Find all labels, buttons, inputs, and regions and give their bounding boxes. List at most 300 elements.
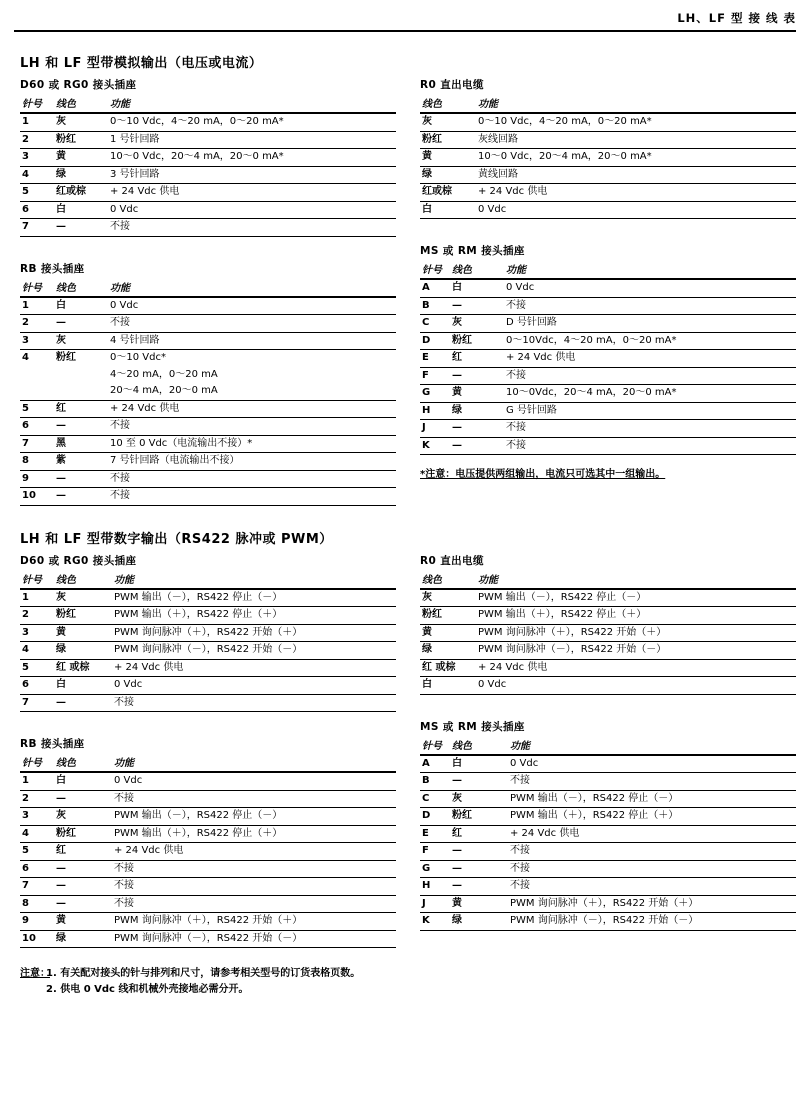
table-row (20, 878, 396, 896)
table-r0-digital (420, 570, 796, 695)
table-row (420, 279, 796, 297)
col-header-color: 线色 (54, 753, 112, 772)
cell-color: — (54, 878, 112, 896)
cell-color: 粉红 (54, 131, 108, 149)
table-row (420, 790, 796, 808)
digital-right-column (420, 553, 796, 953)
table-row (420, 297, 796, 315)
cell-color: — (54, 470, 108, 488)
cell-color: 粉红 (54, 825, 112, 843)
cell-function: PWM 询问脉冲（＋），RS422 开始（＋） (112, 624, 396, 642)
table-d60-digital (20, 570, 396, 713)
cell-function: + 24 Vdc 供电 (112, 843, 396, 861)
cell-pin: 7 (20, 435, 54, 453)
cell-color: — (450, 843, 508, 861)
cell-color: 绿 (420, 166, 476, 184)
page-footnotes (20, 966, 796, 998)
table-row (420, 843, 796, 861)
cell-pin: E (420, 350, 450, 368)
cell-color: 粉红 (420, 607, 476, 625)
table-row (20, 589, 396, 607)
col-header-color: 线色 (450, 736, 508, 755)
cell-function: 不接 (508, 843, 796, 861)
cell-function: PWM 输出（＋），RS422 停止（＋） (508, 808, 796, 826)
cell-pin: 6 (20, 201, 54, 219)
cell-pin: H (420, 878, 450, 896)
table-row (20, 607, 396, 625)
cell-color: — (450, 420, 504, 438)
cell-pin: 7 (20, 694, 54, 712)
table-row (20, 624, 396, 642)
cell-pin: J (420, 420, 450, 438)
cell-pin: 8 (20, 895, 54, 913)
table-row (20, 435, 396, 453)
cell-function: 0 Vdc (508, 755, 796, 773)
table-row (20, 332, 396, 350)
cell-function: PWM 输出（＋），RS422 停止（＋） (112, 825, 396, 843)
cell-function: 0～10 Vdc，4～20 mA，0～20 mA* (476, 113, 796, 131)
cell-function: PWM 询问脉冲（－），RS422 开始（－） (476, 642, 796, 660)
table-row (420, 878, 796, 896)
table-row (420, 589, 796, 607)
cell-color: 黄 (450, 895, 508, 913)
cell-pin: G (420, 385, 450, 403)
cell-function: 10～0 Vdc，20～4 mA，20～0 mA* (476, 149, 796, 167)
cell-color: 红或棕 (420, 184, 476, 202)
cell-function: PWM 输出（－），RS422 停止（－） (476, 589, 796, 607)
cell-function: 不接 (108, 315, 396, 333)
cell-function: PWM 输出（－），RS422 停止（－） (112, 808, 396, 826)
cell-pin: 5 (20, 400, 54, 418)
cell-color: 灰 (54, 589, 112, 607)
table-row (20, 677, 396, 695)
table-row (420, 773, 796, 791)
cell-pin: 3 (20, 332, 54, 350)
cell-function: 不接 (504, 420, 796, 438)
table-block-rb-digital (20, 736, 396, 948)
col-header-pin: 针号 (20, 570, 54, 589)
table-title-d60-digital: D60 或 RG0 接头插座 (20, 554, 137, 567)
table-row (20, 772, 396, 790)
table-row (420, 350, 796, 368)
cell-pin: 4 (20, 642, 54, 660)
cell-color: 灰 (54, 808, 112, 826)
footnote-item: 2. 供电 0 Vdc 线和机械外壳接地必需分开。 (46, 984, 249, 995)
cell-color: — (450, 297, 504, 315)
table-row (420, 642, 796, 660)
section-digital-columns (0, 553, 810, 953)
col-header-function: 功能 (508, 736, 796, 755)
page-header (0, 0, 810, 34)
cell-function: 0 Vdc (112, 772, 396, 790)
cell-pin: 4 (20, 166, 54, 184)
cell-pin (20, 383, 54, 400)
table-row (20, 694, 396, 712)
cell-function: 4 号针回路 (108, 332, 396, 350)
table-rb-analog (20, 278, 396, 506)
cell-color: — (54, 315, 108, 333)
table-row (20, 453, 396, 471)
cell-pin: F (420, 843, 450, 861)
col-header-function: 功能 (476, 570, 796, 589)
col-header-function: 功能 (504, 260, 796, 279)
table-row (20, 297, 396, 315)
cell-pin: 3 (20, 624, 54, 642)
cell-pin: 6 (20, 418, 54, 436)
cell-pin (20, 367, 54, 384)
cell-color: 灰 (450, 315, 504, 333)
table-row (20, 383, 396, 400)
table-block-d60-digital (20, 553, 396, 713)
table-row (420, 113, 796, 131)
cell-pin: H (420, 402, 450, 420)
col-header-pin: 针号 (20, 753, 54, 772)
cell-color: 绿 (450, 402, 504, 420)
cell-pin: 7 (20, 219, 54, 237)
cell-function: 黄线回路 (476, 166, 796, 184)
table-row (420, 201, 796, 219)
cell-pin: 1 (20, 113, 54, 131)
table-header-row (420, 570, 796, 589)
cell-pin: 10 (20, 488, 54, 506)
cell-color: 粉红 (56, 352, 76, 363)
cell-pin: 3 (20, 808, 54, 826)
cell-function: + 24 Vdc 供电 (476, 659, 796, 677)
cell-color: 红 或棕 (420, 659, 476, 677)
cell-function: 不接 (112, 860, 396, 878)
cell-color: 红 (54, 843, 112, 861)
table-header-row (20, 753, 396, 772)
cell-color: — (54, 219, 108, 237)
table-block-d60-analog (20, 77, 396, 237)
col-header-pin: 针号 (20, 94, 54, 113)
table-row (420, 895, 796, 913)
col-header-pin: 针号 (420, 260, 450, 279)
cell-function: 不接 (504, 297, 796, 315)
section-title-analog: LH 和 LF 型带模拟输出（电压或电流） (20, 56, 263, 71)
table-header-row (20, 278, 396, 297)
table-row (420, 420, 796, 438)
table-block-ms-analog (420, 243, 796, 455)
cell-color: 绿 (54, 642, 112, 660)
cell-pin: 1 (20, 297, 54, 315)
cell-pin: 7 (20, 878, 54, 896)
cell-color: 绿 (450, 913, 508, 931)
table-header-row (20, 94, 396, 113)
col-header-function: 功能 (112, 753, 396, 772)
cell-function: PWM 输出（－），RS422 停止（－） (112, 589, 396, 607)
table-r0-analog (420, 94, 796, 219)
table-row (420, 131, 796, 149)
cell-function: 1 号针回路 (108, 131, 396, 149)
cell-color (54, 367, 108, 384)
table-header-row (420, 736, 796, 755)
cell-pin: C (420, 315, 450, 333)
table-title-ms-analog: MS 或 RM 接头插座 (420, 245, 525, 257)
cell-color: 粉红 (54, 607, 112, 625)
table-row (20, 315, 396, 333)
cell-pin: C (420, 790, 450, 808)
cell-function: PWM 询问脉冲（＋），RS422 开始（＋） (476, 624, 796, 642)
cell-pin: J (420, 895, 450, 913)
table-title-r0-digital: R0 直出电缆 (420, 554, 484, 567)
col-header-pin: 针号 (20, 278, 54, 297)
col-header-color: 线色 (54, 570, 112, 589)
table-row (20, 400, 396, 418)
table-row (420, 913, 796, 931)
cell-pin: 9 (20, 913, 54, 931)
cell-pin: D (420, 808, 450, 826)
cell-function: 7 号针回路（电流输出不接） (108, 453, 396, 471)
cell-function: PWM 询问脉冲（－），RS422 开始（－） (508, 913, 796, 931)
cell-color: 黄 (54, 913, 112, 931)
digital-left-column (20, 553, 396, 953)
cell-color: — (450, 437, 504, 455)
table-row (20, 149, 396, 167)
col-header-function: 功能 (476, 94, 796, 113)
cell-color: 绿 (420, 642, 476, 660)
cell-function: 0～10 Vdc，4～20 mA，0～20 mA* (108, 113, 396, 131)
table-row (420, 332, 796, 350)
table-ms-analog (420, 260, 796, 455)
cell-function: + 24 Vdc 供电 (504, 350, 796, 368)
cell-pin: 1 (20, 589, 54, 607)
cell-color: — (450, 878, 508, 896)
table-rb-digital (20, 753, 396, 948)
col-header-function: 功能 (108, 278, 396, 297)
table-row (420, 184, 796, 202)
table-row (420, 367, 796, 385)
cell-function: 0 Vdc (108, 201, 396, 219)
cell-pin: 3 (20, 149, 54, 167)
cell-function: 不接 (508, 878, 796, 896)
table-title-rb-analog: RB 接头插座 (20, 262, 85, 275)
cell-color: — (54, 790, 112, 808)
table-row (20, 367, 396, 384)
cell-function: 不接 (108, 488, 396, 506)
cell-color: 白 (450, 755, 508, 773)
col-header-function: 功能 (112, 570, 396, 589)
table-row (420, 149, 796, 167)
table-row (420, 825, 796, 843)
table-row (420, 659, 796, 677)
cell-color: 黄 (54, 149, 108, 167)
table-header-row (420, 260, 796, 279)
cell-pin: 2 (20, 607, 54, 625)
cell-color: 红 或棕 (54, 659, 112, 677)
analog-footnote-star (420, 465, 796, 480)
cell-pin: 4 (22, 352, 29, 363)
analog-footnote-text: *注意：电压提供两组输出，电流只可选其中一组输出。 (420, 469, 666, 480)
table-row (20, 790, 396, 808)
cell-function: 10～0Vdc，20～4 mA，20～0 mA* (504, 385, 796, 403)
cell-function: PWM 询问脉冲（＋），RS422 开始（＋） (508, 895, 796, 913)
cell-function: 不接 (108, 219, 396, 237)
cell-color: 红或棕 (54, 184, 108, 202)
cell-pin: 5 (20, 843, 54, 861)
cell-color: 黄 (420, 624, 476, 642)
table-block-ms-digital (420, 719, 796, 931)
table-title-rb-digital: RB 接头插座 (20, 738, 85, 750)
cell-color: — (450, 367, 504, 385)
cell-color: 灰 (420, 589, 476, 607)
cell-function: + 24 Vdc 供电 (108, 184, 396, 202)
cell-function: 0～10 Vdc* (110, 352, 166, 363)
table-row (20, 895, 396, 913)
cell-color: 白 (420, 201, 476, 219)
cell-color: 黑 (54, 435, 108, 453)
col-header-pin: 针号 (420, 736, 450, 755)
table-title-d60-analog: D60 或 RG0 接头插座 (20, 79, 137, 91)
table-title-r0-analog: R0 直出电缆 (420, 79, 484, 91)
cell-color: 粉红 (420, 131, 476, 149)
cell-color: — (450, 860, 508, 878)
cell-function: 不接 (508, 773, 796, 791)
section-analog-columns (0, 77, 810, 510)
col-header-color: 线色 (54, 94, 108, 113)
cell-function: 0 Vdc (476, 201, 796, 219)
cell-function: + 24 Vdc 供电 (112, 659, 396, 677)
table-row (20, 913, 396, 931)
cell-function: 不接 (112, 895, 396, 913)
cell-pin: B (420, 297, 450, 315)
cell-pin: 6 (20, 860, 54, 878)
cell-function: 20～4 mA，20～0 mA (108, 383, 396, 400)
table-d60-analog (20, 94, 396, 237)
cell-pin: 2 (20, 315, 54, 333)
table-row (20, 201, 396, 219)
cell-color: — (54, 860, 112, 878)
table-row (20, 184, 396, 202)
table-row (20, 418, 396, 436)
cell-color: 白 (54, 772, 112, 790)
table-row (420, 860, 796, 878)
table-block-rb-analog (20, 261, 396, 506)
cell-color: 黄 (54, 624, 112, 642)
cell-function: + 24 Vdc 供电 (508, 825, 796, 843)
table-row (420, 437, 796, 455)
cell-function: 不接 (108, 418, 396, 436)
cell-color: 灰 (420, 113, 476, 131)
table-block-r0-digital (420, 553, 796, 695)
table-row (20, 642, 396, 660)
cell-function: 0 Vdc (108, 297, 396, 315)
cell-color: — (54, 418, 108, 436)
table-row (420, 385, 796, 403)
cell-color: 绿 (54, 930, 112, 948)
cell-function: 0 Vdc (504, 279, 796, 297)
cell-function: 10～0 Vdc，20～4 mA，20～0 mA* (108, 149, 396, 167)
cell-function: 不接 (504, 437, 796, 455)
table-row (20, 659, 396, 677)
footnotes-label: 注意： (20, 968, 50, 979)
cell-pin: E (420, 825, 450, 843)
cell-function: 不接 (112, 878, 396, 896)
cell-color: 灰 (54, 332, 108, 350)
table-row (20, 843, 396, 861)
table-header-row (20, 570, 396, 589)
cell-function: PWM 输出（＋），RS422 停止（＋） (112, 607, 396, 625)
cell-pin: 2 (20, 131, 54, 149)
table-row (20, 825, 396, 843)
cell-color: — (450, 773, 508, 791)
cell-function: 0～10Vdc，4～20 mA，0～20 mA* (504, 332, 796, 350)
cell-function: 不接 (508, 860, 796, 878)
table-row (20, 860, 396, 878)
cell-function: 不接 (108, 470, 396, 488)
table-row (420, 402, 796, 420)
cell-color: — (54, 895, 112, 913)
cell-function: 不接 (504, 367, 796, 385)
table-row (420, 755, 796, 773)
cell-pin: 6 (20, 677, 54, 695)
cell-function: 0 Vdc (476, 677, 796, 695)
table-row (20, 350, 396, 367)
table-header-row (420, 94, 796, 113)
cell-pin: 8 (20, 453, 54, 471)
cell-pin: 9 (20, 470, 54, 488)
cell-pin: 1 (20, 772, 54, 790)
cell-pin: A (420, 279, 450, 297)
cell-function: D 号针回路 (504, 315, 796, 333)
cell-color: 白 (54, 201, 108, 219)
cell-color: 紫 (54, 453, 108, 471)
cell-function: 灰线回路 (476, 131, 796, 149)
cell-color: 白 (54, 677, 112, 695)
cell-function: + 24 Vdc 供电 (476, 184, 796, 202)
cell-color: 黄 (420, 149, 476, 167)
cell-function: 4～20 mA，0～20 mA (110, 368, 218, 380)
cell-function: PWM 询问脉冲（－），RS422 开始（－） (112, 930, 396, 948)
col-header-color: 线色 (54, 278, 108, 297)
cell-color: 粉红 (450, 332, 504, 350)
cell-pin: K (420, 913, 450, 931)
cell-color: — (54, 694, 112, 712)
cell-function: PWM 输出（－），RS422 停止（－） (508, 790, 796, 808)
analog-right-column (420, 77, 796, 510)
section-title-digital: LH 和 LF 型带数字输出（RS422 脉冲或 PWM） (20, 531, 333, 547)
cell-function: 0 Vdc (112, 677, 396, 695)
cell-function: + 24 Vdc 供电 (108, 400, 396, 418)
table-row (420, 607, 796, 625)
cell-pin: 2 (20, 790, 54, 808)
table-ms-digital (420, 736, 796, 931)
table-title-ms-digital: MS 或 RM 接头插座 (420, 720, 525, 733)
page-header-title: LH、LF 型 接 线 表 (677, 11, 796, 25)
cell-color: 白 (450, 279, 504, 297)
cell-pin: 4 (20, 825, 54, 843)
col-header-color: 线色 (420, 94, 476, 113)
cell-color: — (54, 488, 108, 506)
table-row (20, 131, 396, 149)
table-row (420, 808, 796, 826)
table-block-r0-analog (420, 77, 796, 219)
cell-pin: B (420, 773, 450, 791)
cell-function: 不接 (112, 790, 396, 808)
cell-color: 红 (450, 350, 504, 368)
cell-pin: D (420, 332, 450, 350)
analog-left-column (20, 77, 396, 510)
cell-color: 红 (54, 400, 108, 418)
table-row (20, 488, 396, 506)
cell-color: 白 (420, 677, 476, 695)
cell-color: 粉红 (450, 808, 508, 826)
cell-function: PWM 输出（＋），RS422 停止（＋） (476, 607, 796, 625)
cell-color: 灰 (54, 113, 108, 131)
cell-function: PWM 询问脉冲（－），RS422 开始（－） (112, 642, 396, 660)
table-row (420, 315, 796, 333)
footnote-item: 1. 有关配对接头的针与排列和尺寸，请参考相关型号的订货表格页数。 (46, 968, 361, 979)
